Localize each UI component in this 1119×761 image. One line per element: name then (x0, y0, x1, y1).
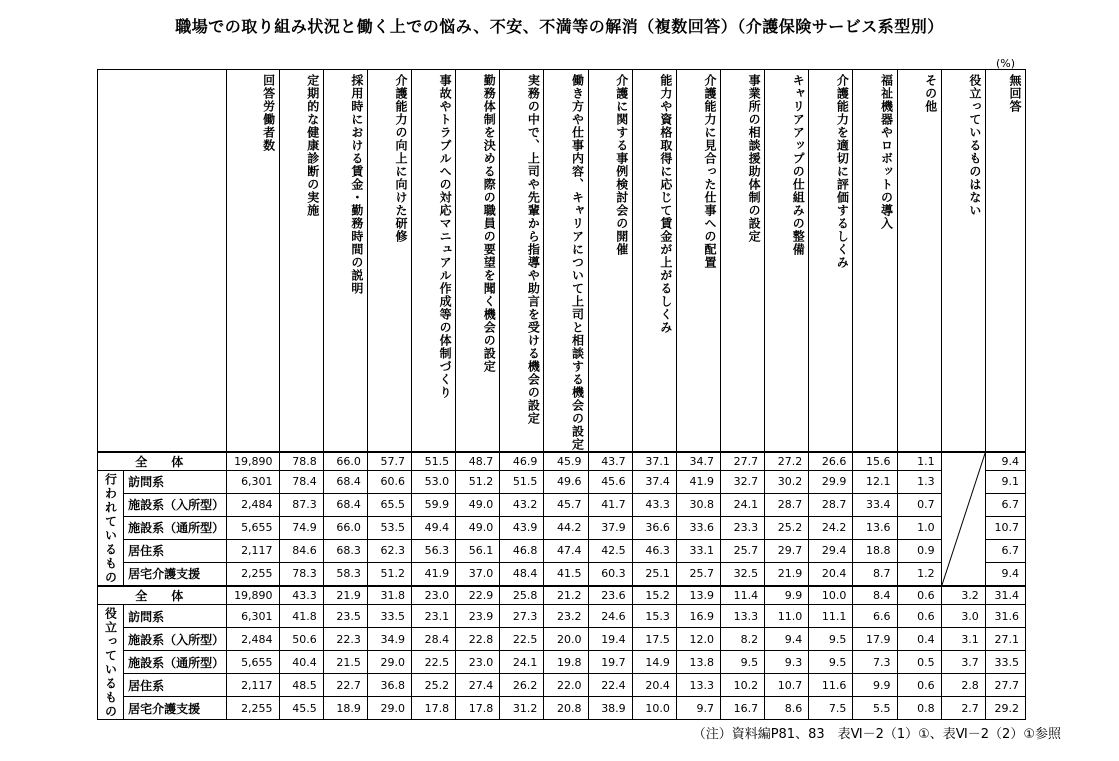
value-cell: 3.0 (941, 605, 985, 628)
value-cell: 51.5 (411, 452, 455, 471)
value-cell: 48.5 (279, 674, 323, 697)
source-note: （注）資料編P81、83 表Ⅵ－2（1）①、表Ⅵ－2（2）①参照 (692, 727, 1061, 742)
value-cell: 19,890 (227, 452, 279, 471)
value-cell: 28.7 (809, 493, 853, 516)
value-cell: 29.7 (765, 539, 809, 562)
row-label: 施設系（通所型） (124, 651, 227, 674)
column-header: 役立っているものはない (941, 70, 985, 453)
value-cell: 20.4 (632, 674, 676, 697)
value-cell: 2,484 (227, 628, 279, 651)
value-cell: 50.6 (279, 628, 323, 651)
value-cell: 13.6 (853, 516, 897, 539)
value-cell: 45.7 (544, 493, 588, 516)
value-cell: 46.9 (500, 452, 544, 471)
value-cell: 60.6 (367, 471, 411, 494)
value-cell: 13.9 (676, 586, 720, 605)
value-cell: 36.8 (367, 674, 411, 697)
value-cell: 0.9 (897, 539, 941, 562)
value-cell: 2,117 (227, 539, 279, 562)
value-cell: 0.8 (897, 697, 941, 720)
value-cell: 44.2 (544, 516, 588, 539)
value-cell: 59.9 (411, 493, 455, 516)
value-cell: 23.0 (411, 586, 455, 605)
column-header: 事業所の相談援助体制の設定 (720, 70, 764, 453)
value-cell: 2.8 (941, 674, 985, 697)
value-cell: 1.1 (897, 452, 941, 471)
value-cell: 9.5 (720, 651, 764, 674)
value-cell: 29.0 (367, 697, 411, 720)
value-cell: 17.8 (456, 697, 500, 720)
value-cell: 51.5 (500, 471, 544, 494)
column-header: 働き方や仕事内容、キャリアについて上司と相談する機会の設定 (544, 70, 588, 453)
group-label: 役立っているもの (98, 605, 124, 720)
value-cell: 8.4 (853, 586, 897, 605)
value-cell: 66.0 (323, 516, 367, 539)
column-header: 無回答 (985, 70, 1025, 453)
value-cell: 37.1 (632, 452, 676, 471)
value-cell: 7.3 (853, 651, 897, 674)
value-cell: 11.0 (765, 605, 809, 628)
value-cell: 1.3 (897, 471, 941, 494)
value-cell: 87.3 (279, 493, 323, 516)
value-cell: 1.0 (897, 516, 941, 539)
value-cell: 43.2 (500, 493, 544, 516)
row-label: 施設系（入所型） (124, 628, 227, 651)
value-cell: 15.3 (632, 605, 676, 628)
value-cell: 49.0 (456, 516, 500, 539)
value-cell: 21.5 (323, 651, 367, 674)
value-cell: 27.7 (720, 452, 764, 471)
value-cell: 38.9 (588, 697, 632, 720)
value-cell: 6,301 (227, 605, 279, 628)
value-cell: 15.6 (853, 452, 897, 471)
column-header: 実務の中で、上司や先輩から指導や助言を受ける機会の設定 (500, 70, 544, 453)
column-header: 勤務体制を決める際の職員の要望を聞く機会の設定 (456, 70, 500, 453)
value-cell: 27.2 (765, 452, 809, 471)
value-cell: 60.3 (588, 562, 632, 586)
value-cell: 25.2 (411, 674, 455, 697)
value-cell: 0.6 (897, 605, 941, 628)
value-cell: 28.4 (411, 628, 455, 651)
value-cell: 13.3 (720, 605, 764, 628)
value-cell: 29.2 (985, 697, 1025, 720)
value-cell: 27.7 (985, 674, 1025, 697)
value-cell: 42.5 (588, 539, 632, 562)
value-cell: 8.2 (720, 628, 764, 651)
column-header: 能力や資格取得に応じて賃金が上がるしくみ (632, 70, 676, 453)
unit-label: (%) (995, 57, 1015, 70)
column-header: 介護能力に見合った仕事への配置 (676, 70, 720, 453)
value-cell: 11.4 (720, 586, 764, 605)
value-cell: 25.1 (632, 562, 676, 586)
value-cell: 53.5 (367, 516, 411, 539)
value-cell: 74.9 (279, 516, 323, 539)
value-cell: 53.0 (411, 471, 455, 494)
value-cell: 0.6 (897, 586, 941, 605)
value-cell: 22.5 (500, 628, 544, 651)
value-cell: 41.8 (279, 605, 323, 628)
value-cell: 11.1 (809, 605, 853, 628)
column-header: 介護能力の向上に向けた研修 (367, 70, 411, 453)
value-cell: 0.7 (897, 493, 941, 516)
survey-table (97, 69, 1026, 720)
value-cell: 32.5 (720, 562, 764, 586)
value-cell: 30.2 (765, 471, 809, 494)
value-cell: 2,484 (227, 493, 279, 516)
value-cell: 29.9 (809, 471, 853, 494)
value-cell: 19.4 (588, 628, 632, 651)
value-cell: 27.3 (500, 605, 544, 628)
value-cell: 5.5 (853, 697, 897, 720)
value-cell: 13.8 (676, 651, 720, 674)
value-cell: 18.9 (323, 697, 367, 720)
value-cell: 2.7 (941, 697, 985, 720)
value-cell: 46.8 (500, 539, 544, 562)
column-header: 介護能力を適切に評価するしくみ (809, 70, 853, 453)
value-cell: 24.6 (588, 605, 632, 628)
value-cell: 1.2 (897, 562, 941, 586)
value-cell: 24.2 (809, 516, 853, 539)
value-cell: 17.9 (853, 628, 897, 651)
value-cell: 41.7 (588, 493, 632, 516)
value-cell: 22.5 (411, 651, 455, 674)
value-cell: 17.8 (411, 697, 455, 720)
value-cell: 37.0 (456, 562, 500, 586)
row-label: 居宅介護支援 (124, 562, 227, 586)
value-cell: 23.2 (544, 605, 588, 628)
value-cell: 57.7 (367, 452, 411, 471)
table-row (98, 493, 1026, 516)
value-cell: 58.3 (323, 562, 367, 586)
value-cell: 51.2 (367, 562, 411, 586)
value-cell: 47.4 (544, 539, 588, 562)
row-label: 居住系 (124, 674, 227, 697)
value-cell: 2,255 (227, 697, 279, 720)
value-cell: 56.1 (456, 539, 500, 562)
value-cell: 24.1 (720, 493, 764, 516)
value-cell: 5,655 (227, 651, 279, 674)
value-cell: 31.4 (985, 586, 1025, 605)
value-cell: 6.6 (853, 605, 897, 628)
value-cell: 7.5 (809, 697, 853, 720)
value-cell: 78.4 (279, 471, 323, 494)
column-header: 事故やトラブルへの対応マニュアル作成等の体制づくり (411, 70, 455, 453)
value-cell: 23.9 (456, 605, 500, 628)
row-label: 訪問系 (124, 471, 227, 494)
value-cell: 9.9 (765, 586, 809, 605)
column-header: 福祉機器やロボットの導入 (853, 70, 897, 453)
value-cell: 20.8 (544, 697, 588, 720)
value-cell: 9.5 (809, 628, 853, 651)
value-cell: 65.5 (367, 493, 411, 516)
value-cell: 10.2 (720, 674, 764, 697)
value-cell: 9.9 (853, 674, 897, 697)
table-row (98, 516, 1026, 539)
value-cell: 37.4 (632, 471, 676, 494)
value-cell: 33.5 (367, 605, 411, 628)
column-header: 採用時における賃金・勤務時間の説明 (323, 70, 367, 453)
table-row (98, 628, 1026, 651)
value-cell: 66.0 (323, 452, 367, 471)
value-cell: 16.9 (676, 605, 720, 628)
value-cell: 0.6 (897, 674, 941, 697)
value-cell: 10.7 (765, 674, 809, 697)
row-label: 施設系（入所型） (124, 493, 227, 516)
value-cell: 45.5 (279, 697, 323, 720)
value-cell: 27.4 (456, 674, 500, 697)
value-cell: 22.8 (456, 628, 500, 651)
table-row (98, 562, 1026, 586)
value-cell: 9.7 (676, 697, 720, 720)
value-cell: 10.0 (632, 697, 676, 720)
column-header: 介護に関する事例検討会の開催 (588, 70, 632, 453)
value-cell: 26.6 (809, 452, 853, 471)
value-cell: 6,301 (227, 471, 279, 494)
value-cell: 22.7 (323, 674, 367, 697)
value-cell: 24.1 (500, 651, 544, 674)
value-cell: 31.2 (500, 697, 544, 720)
value-cell: 3.7 (941, 651, 985, 674)
value-cell: 3.1 (941, 628, 985, 651)
value-cell: 25.8 (500, 586, 544, 605)
value-cell: 34.9 (367, 628, 411, 651)
value-cell: 12.1 (853, 471, 897, 494)
value-cell: 25.2 (765, 516, 809, 539)
value-cell: 25.7 (720, 539, 764, 562)
value-cell: 10.0 (809, 586, 853, 605)
value-cell: 49.4 (411, 516, 455, 539)
value-cell: 21.2 (544, 586, 588, 605)
value-cell: 56.3 (411, 539, 455, 562)
table-row (98, 651, 1026, 674)
value-cell: 41.5 (544, 562, 588, 586)
value-cell: 68.4 (323, 493, 367, 516)
value-cell: 9.4 (985, 562, 1025, 586)
value-cell: 8.7 (853, 562, 897, 586)
value-cell: 29.4 (809, 539, 853, 562)
value-cell: 15.2 (632, 586, 676, 605)
value-cell: 21.9 (323, 586, 367, 605)
value-cell: 20.4 (809, 562, 853, 586)
value-cell: 31.8 (367, 586, 411, 605)
value-cell: 0.5 (897, 651, 941, 674)
value-cell: 34.7 (676, 452, 720, 471)
value-cell: 9.4 (985, 452, 1025, 471)
value-cell: 23.6 (588, 586, 632, 605)
value-cell: 3.2 (941, 586, 985, 605)
value-cell: 5,655 (227, 516, 279, 539)
value-cell: 9.5 (809, 651, 853, 674)
value-cell: 48.4 (500, 562, 544, 586)
page-title: 職場での取り組み状況と働く上での悩み、不安、不満等の解消（複数回答）（介護保険サービス系型別） (175, 17, 944, 36)
row-label: 施設系（通所型） (124, 516, 227, 539)
value-cell: 14.9 (632, 651, 676, 674)
value-cell: 25.7 (676, 562, 720, 586)
total-label: 全 体 (98, 586, 227, 605)
value-cell: 10.7 (985, 516, 1025, 539)
group-label: 行われているもの (98, 471, 124, 587)
value-cell: 43.7 (588, 452, 632, 471)
value-cell: 49.0 (456, 493, 500, 516)
value-cell: 68.4 (323, 471, 367, 494)
value-cell: 13.3 (676, 674, 720, 697)
value-cell: 45.6 (588, 471, 632, 494)
value-cell: 51.2 (456, 471, 500, 494)
value-cell: 41.9 (411, 562, 455, 586)
value-cell: 12.0 (676, 628, 720, 651)
value-cell: 43.3 (279, 586, 323, 605)
value-cell: 31.6 (985, 605, 1025, 628)
value-cell: 22.0 (544, 674, 588, 697)
table-row (98, 539, 1026, 562)
value-cell: 43.9 (500, 516, 544, 539)
value-cell: 41.9 (676, 471, 720, 494)
value-cell: 45.9 (544, 452, 588, 471)
value-cell: 11.6 (809, 674, 853, 697)
row-label: 居住系 (124, 539, 227, 562)
value-cell: 49.6 (544, 471, 588, 494)
value-cell: 23.3 (720, 516, 764, 539)
column-header: 回答労働者数 (227, 70, 279, 453)
value-cell: 40.4 (279, 651, 323, 674)
value-cell: 36.6 (632, 516, 676, 539)
value-cell: 33.4 (853, 493, 897, 516)
column-header: その他 (897, 70, 941, 453)
column-header: 定期的な健康診断の実施 (279, 70, 323, 453)
value-cell: 84.6 (279, 539, 323, 562)
value-cell: 23.0 (456, 651, 500, 674)
table-row (98, 471, 1026, 494)
value-cell: 16.7 (720, 697, 764, 720)
value-cell: 19.7 (588, 651, 632, 674)
value-cell: 26.2 (500, 674, 544, 697)
value-cell: 0.4 (897, 628, 941, 651)
value-cell: 2,117 (227, 674, 279, 697)
value-cell: 48.7 (456, 452, 500, 471)
value-cell: 2,255 (227, 562, 279, 586)
value-cell: 29.0 (367, 651, 411, 674)
value-cell: 28.7 (765, 493, 809, 516)
table-row (98, 605, 1026, 628)
value-cell: 21.9 (765, 562, 809, 586)
table-row (98, 674, 1026, 697)
value-cell: 78.3 (279, 562, 323, 586)
value-cell: 32.7 (720, 471, 764, 494)
value-cell: 33.1 (676, 539, 720, 562)
value-cell: 27.1 (985, 628, 1025, 651)
header-corner (98, 70, 227, 453)
row-label: 居宅介護支援 (124, 697, 227, 720)
value-cell: 17.5 (632, 628, 676, 651)
value-cell: 22.3 (323, 628, 367, 651)
value-cell: 78.8 (279, 452, 323, 471)
value-cell: 9.4 (765, 628, 809, 651)
column-header: キャリアアップの仕組みの整備 (765, 70, 809, 453)
value-cell: 37.9 (588, 516, 632, 539)
value-cell: 22.9 (456, 586, 500, 605)
value-cell: 19,890 (227, 586, 279, 605)
table-row (98, 697, 1026, 720)
value-cell: 43.3 (632, 493, 676, 516)
total-row (98, 586, 1026, 605)
value-cell: 6.7 (985, 493, 1025, 516)
value-cell: 9.3 (765, 651, 809, 674)
value-cell: 62.3 (367, 539, 411, 562)
value-cell: 23.5 (323, 605, 367, 628)
value-cell: 19.8 (544, 651, 588, 674)
value-cell: 68.3 (323, 539, 367, 562)
value-cell: 8.6 (765, 697, 809, 720)
total-row (98, 452, 1026, 471)
not-applicable-cell (941, 452, 985, 586)
total-label: 全 体 (98, 452, 227, 471)
value-cell: 22.4 (588, 674, 632, 697)
value-cell: 6.7 (985, 539, 1025, 562)
row-label: 訪問系 (124, 605, 227, 628)
value-cell: 20.0 (544, 628, 588, 651)
value-cell: 18.8 (853, 539, 897, 562)
value-cell: 46.3 (632, 539, 676, 562)
value-cell: 9.1 (985, 471, 1025, 494)
value-cell: 33.6 (676, 516, 720, 539)
value-cell: 23.1 (411, 605, 455, 628)
value-cell: 30.8 (676, 493, 720, 516)
value-cell: 33.5 (985, 651, 1025, 674)
